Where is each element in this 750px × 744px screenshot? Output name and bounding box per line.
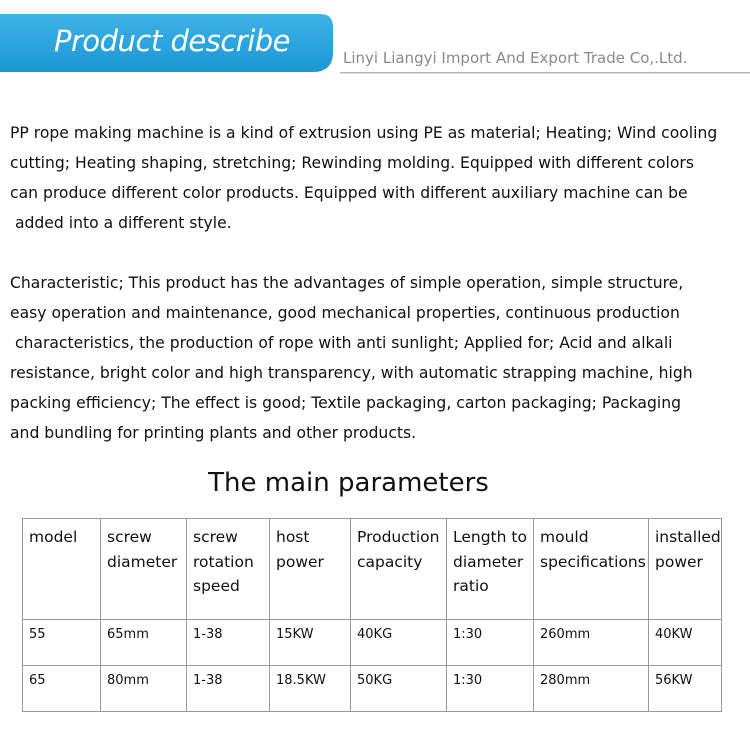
- table-cell: 1:30: [447, 620, 534, 666]
- text-line: packing efficiency; The effect is good; Textile packaging, carton packaging; Packaging: [10, 394, 682, 412]
- column-header-line: model: [29, 528, 78, 546]
- header-rule: [340, 72, 750, 74]
- column-header: [649, 519, 722, 620]
- text-line: and bundling for printing plants and other products.: [10, 424, 417, 442]
- table-cell: 260mm: [534, 620, 649, 666]
- column-header-line: specifications: [540, 552, 646, 571]
- column-header-line: diameter: [107, 552, 178, 571]
- column-header-line: capacity: [357, 552, 423, 571]
- column-header: [534, 519, 649, 620]
- page-title: Product describe: [54, 24, 291, 58]
- table-cell: 1-38: [187, 620, 270, 666]
- table-row: [23, 666, 722, 712]
- column-header-line: screw: [107, 528, 152, 546]
- text-line: resistance, bright color and high transparency, with automatic strapping machine, high: [10, 364, 693, 382]
- column-header-line: ratio: [453, 577, 489, 595]
- text-line: PP rope making machine is a kind of extrusion using PE as material; Heating; Wind cooling: [10, 124, 718, 142]
- text-line: Characteristic; This product has the advantages of simple operation, simple structure,: [10, 274, 684, 292]
- description-paragraph: [10, 118, 750, 238]
- column-header-line: Production: [357, 528, 440, 546]
- table-cell: 40KW: [649, 620, 722, 666]
- column-header: [351, 519, 447, 620]
- table-cell: 15KW: [270, 620, 351, 666]
- column-header: [101, 519, 187, 620]
- column-header-line: power: [276, 552, 324, 571]
- column-header-line: rotation: [193, 552, 254, 571]
- company-name: Linyi Liangyi Import And Export Trade Co,.Ltd.: [343, 49, 688, 67]
- column-header-line: installed: [655, 528, 721, 546]
- column-header-line: host: [276, 528, 310, 546]
- table-cell: 65: [23, 666, 101, 712]
- column-header-line: screw: [193, 528, 238, 546]
- column-header-line: mould: [540, 528, 589, 546]
- parameters-heading: The main parameters: [208, 468, 489, 498]
- table-cell: 80mm: [101, 666, 187, 712]
- table-cell: 1:30: [447, 666, 534, 712]
- table-cell: 50KG: [351, 666, 447, 712]
- parameters-table: [22, 518, 722, 712]
- text-line: characteristics, the production of rope with anti sunlight; Applied for; Acid and alkali: [10, 334, 673, 352]
- table-cell: 40KG: [351, 620, 447, 666]
- text-line: can produce different color products. Equipped with different auxiliary machine can be: [10, 184, 688, 202]
- text-line: added into a different style.: [10, 214, 232, 232]
- table-header-row: [23, 519, 722, 620]
- table-row: [23, 620, 722, 666]
- table-cell: 56KW: [649, 666, 722, 712]
- header-banner: [0, 0, 750, 90]
- column-header-line: Length to: [453, 528, 527, 546]
- table-cell: 18.5KW: [270, 666, 351, 712]
- table-cell: 1-38: [187, 666, 270, 712]
- column-header: [187, 519, 270, 620]
- text-line: easy operation and maintenance, good mechanical properties, continuous production: [10, 304, 680, 322]
- column-header: [23, 519, 101, 620]
- column-header: [447, 519, 534, 620]
- column-header-line: power: [655, 552, 703, 571]
- table-cell: 55: [23, 620, 101, 666]
- table-cell: 65mm: [101, 620, 187, 666]
- characteristic-paragraph: [10, 268, 750, 448]
- text-line: cutting; Heating shaping, stretching; Rewinding molding. Equipped with different colors: [10, 154, 694, 172]
- column-header: [270, 519, 351, 620]
- table-cell: 280mm: [534, 666, 649, 712]
- column-header-line: speed: [193, 577, 240, 595]
- column-header-line: diameter: [453, 552, 524, 571]
